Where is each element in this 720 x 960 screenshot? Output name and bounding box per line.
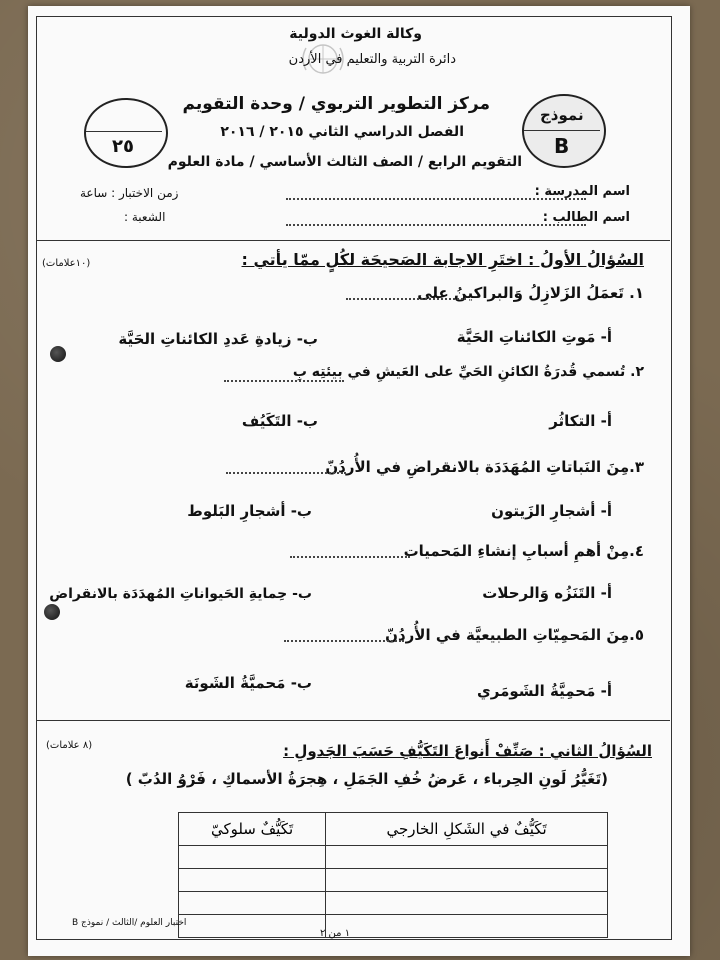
table-cell[interactable] (326, 846, 608, 869)
q1-option-b[interactable]: ب- زيادةِ عَددِ الكائناتِ الحَيَّة (118, 330, 318, 348)
q2-title: السُؤالُ الثاني : صَنِّفْ أَنواعَ التَكَيُّفِ حَسَبَ الجَدولِ : (283, 742, 652, 760)
column-external-adaptation: تَكَيُّفٌ في الشَكلِ الخارجي (326, 813, 608, 846)
binder-hole (50, 346, 66, 362)
q1-option-a[interactable]: أ- مَحمِيَّةُ الشَومَري (477, 682, 612, 700)
table-cell[interactable] (179, 869, 326, 892)
q1-option-a[interactable]: أ- التكاثُر (549, 412, 612, 430)
q1-item-stem: ٢. تُسمي قُدرَةُ الكائنِ الحَيِّ على العَيشِ في بيئتِه بِ (292, 364, 644, 380)
exam-footer-name: اختبار العلوم /الثالث / نموذج B (72, 918, 187, 928)
table-cell[interactable] (179, 915, 326, 938)
q1-option-a[interactable]: أ- مَوتِ الكائناتِ الحَيَّة (456, 328, 612, 346)
q1-option-a[interactable]: أ- التَنَزُه وَالرحلات (482, 584, 612, 602)
assessment-line: التقويم الرابع / الصف الثالث الأساسي / مادة العلوم (167, 154, 522, 170)
q2-word-list: (تَغَيُّرُ لَونِ الحِرباء ، عَرضُ خُفِ الجَمَلِ ، هِجرَةُ الأسماكِ ، فَرْوُ الدُبّ ) (125, 770, 608, 788)
q1-item-stem: ٤.مِنْ أهمِ أسبابِ إنشاءِ المَحميات (403, 542, 644, 560)
answer-blank[interactable] (224, 380, 344, 382)
agency-name: وكالة الغوث الدولية (289, 26, 422, 42)
page-number: ١ من ٢ (320, 928, 351, 939)
binder-hole (44, 604, 60, 620)
answer-blank[interactable] (226, 472, 346, 474)
semester-line: الفصل الدراسي الثاني ٢٠١٥ / ٢٠١٦ (220, 124, 464, 140)
student-name-label: اسم الطالب : (542, 210, 630, 225)
table-cell[interactable] (326, 915, 608, 938)
q1-option-b[interactable]: ب- التَكَيُف (241, 412, 318, 430)
school-name-field[interactable] (286, 198, 586, 200)
adaptation-table (178, 812, 608, 938)
header-divider (36, 240, 670, 241)
center-name: مركز التطوير التربوي / وحدة التقويم (182, 94, 490, 114)
q1-item-stem: ٥.مِنَ المَحمِيّاتِ الطبيعيَّة في الأُردُنّ (385, 626, 644, 644)
table-cell[interactable] (179, 892, 326, 915)
model-letter: B (554, 134, 570, 158)
q1-title: السُؤالُ الأولُ : اختَرِ الاجابة الصَحيحَة لكُلٍ ممّا يأتي : (241, 250, 644, 269)
q1-item-stem: ١. تَعمَلُ الزَلازِلُ وَالبراكينُ على (417, 284, 644, 302)
exam-duration: زمن الاختبار : ساعة (80, 186, 179, 200)
q1-item-stem: ٣.مِنَ النَباتاتِ المُهَدَدَة بالانقراضِ في الأُردُنّ (325, 458, 644, 476)
score-total: ٢٥ (112, 136, 134, 157)
answer-blank[interactable] (346, 298, 466, 300)
answer-blank[interactable] (290, 556, 410, 558)
q1-option-a[interactable]: أ- أشجارِ الزَيتون (491, 502, 612, 520)
answer-blank[interactable] (284, 640, 404, 642)
q1-option-b[interactable]: ب- مَحميَّةُ الشَونَة (184, 674, 312, 692)
table-cell[interactable] (179, 846, 326, 869)
column-behavioral-adaptation: تَكَيُّفٌ سلوكيّ (179, 813, 326, 846)
q1-marks: (١٠علامات) (42, 258, 91, 269)
exam-sheet (28, 6, 690, 956)
department-name: دائرة التربية والتعليم في الأردن (288, 52, 456, 67)
model-label: نموذج (540, 106, 584, 124)
q1-option-b[interactable]: ب- حِمايةِ الحَيواناتِ المُهدَدَة بالانقراض (49, 586, 312, 602)
score-circle (84, 98, 168, 168)
school-name-label: اسم المدرسة : (534, 184, 630, 199)
section-label: الشعبة : (124, 210, 166, 224)
table-cell[interactable] (326, 869, 608, 892)
student-name-field[interactable] (286, 224, 586, 226)
q1-option-b[interactable]: ب- أشجارِ البَلوط (187, 502, 312, 520)
q2-marks: (٨ علامات) (46, 740, 93, 751)
section-divider (36, 720, 670, 721)
table-cell[interactable] (326, 892, 608, 915)
